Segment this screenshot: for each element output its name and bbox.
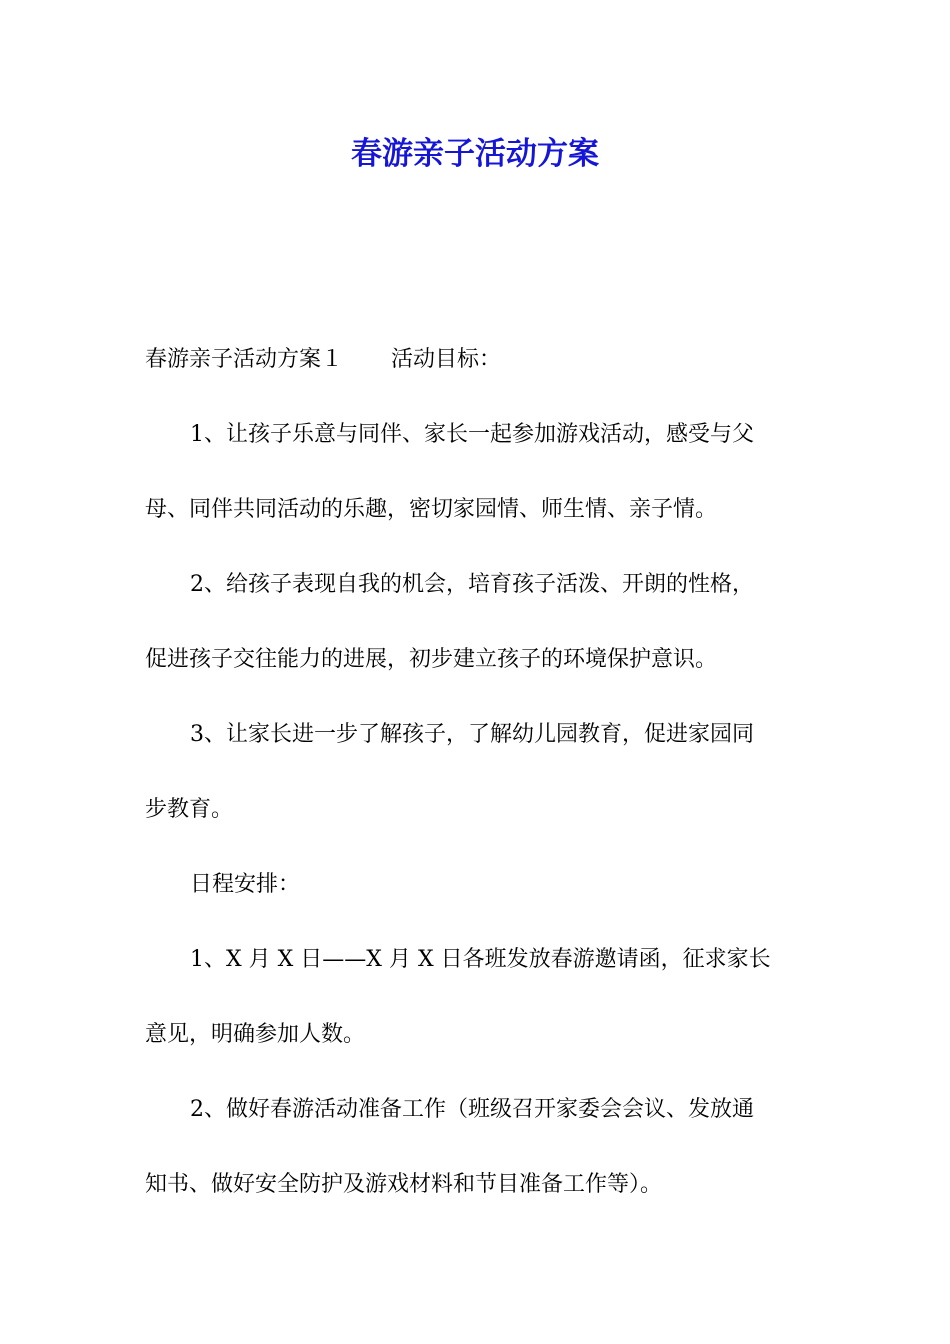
paragraph-line: 2、做好春游活动准备工作（班级召开家委会会议、发放通 <box>190 1097 754 1122</box>
paragraph-line: 1、让孩子乐意与同伴、家长一起参加游戏活动，感受与父 <box>190 422 754 447</box>
paragraph-line: 3、让家长进一步了解孩子，了解幼儿园教育，促进家园同 <box>190 722 754 747</box>
paragraph-line: 知书、做好安全防护及游戏材料和节目准备工作等）。 <box>145 1172 663 1197</box>
paragraph-line: 母、同伴共同活动的乐趣，密切家园情、师生情、亲子情。 <box>145 497 718 522</box>
paragraph-line: 1、X 月 X 日——X 月 X 日各班发放春游邀请函，征求家长 <box>190 947 771 972</box>
paragraph-line: 促进孩子交往能力的进展，初步建立孩子的环境保护意识。 <box>145 647 718 672</box>
paragraph-line: 步教育。 <box>145 797 234 822</box>
section-heading-line <box>145 322 810 397</box>
document-title: 春游亲子活动方案 <box>351 136 599 172</box>
paragraph-line: 意见，明确参加人数。 <box>145 1022 366 1047</box>
paragraph-line: 2、给孩子表现自我的机会，培育孩子活泼、开朗的性格， <box>190 572 754 597</box>
goals-heading: 活动目标： <box>391 347 502 372</box>
document-body <box>145 322 810 1222</box>
plan-heading: 春游亲子活动方案１ <box>145 347 344 372</box>
schedule-heading: 日程安排： <box>190 872 301 897</box>
